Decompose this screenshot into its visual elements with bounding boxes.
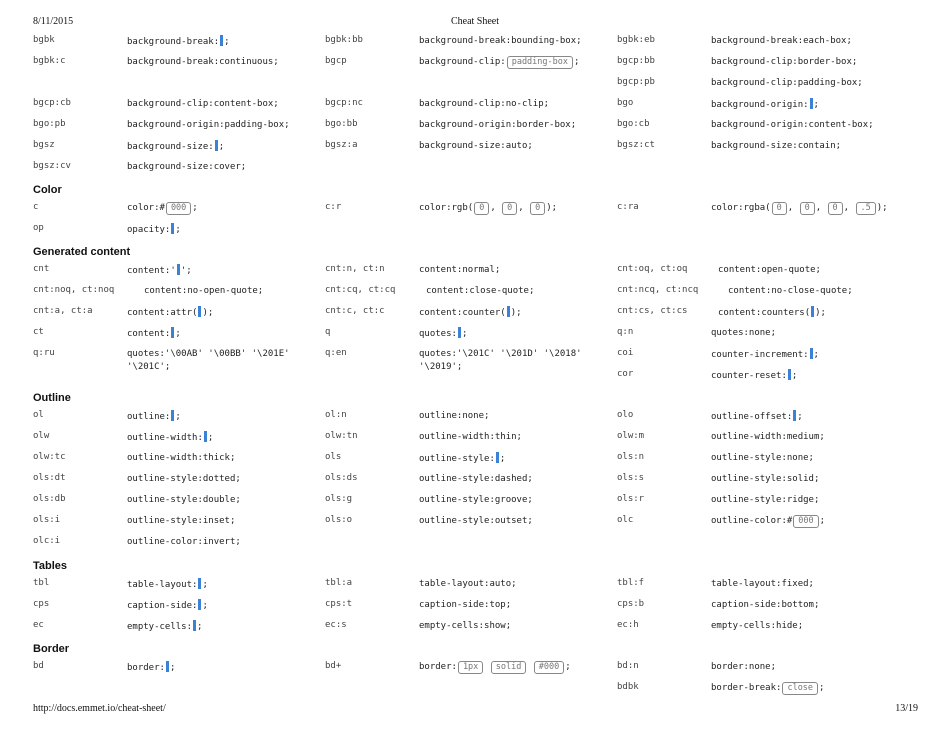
expansion: content:counter( );: [419, 308, 522, 318]
abbreviation: olw:tn: [325, 431, 358, 441]
abbreviation: olc:i: [33, 536, 61, 546]
expansion: outline-style:ridge;: [711, 495, 820, 505]
caret-marker: [215, 140, 218, 151]
abbreviation: tbl:a: [325, 578, 353, 588]
abbreviation: bgo:cb: [617, 119, 650, 129]
abbreviation: coi: [617, 348, 634, 358]
expansion: empty-cells:hide;: [711, 621, 804, 631]
caret-marker: [171, 223, 174, 234]
caret-marker: [788, 369, 791, 380]
abbreviation: ct: [33, 327, 44, 337]
abbreviation: bgo:pb: [33, 119, 66, 129]
expansion: quotes:none;: [711, 328, 777, 338]
abbreviation: bgbk:c: [33, 56, 66, 66]
caret-marker: [171, 410, 174, 421]
table-row: [33, 201, 918, 222]
abbreviation: ol: [33, 410, 44, 420]
expansion: border: ;: [127, 663, 176, 673]
expansion: background-origin:padding-box;: [127, 120, 290, 130]
table-row: [33, 222, 918, 243]
expansion: outline-style: ;: [419, 454, 506, 464]
table-row: [33, 619, 918, 640]
caret-marker: [166, 661, 169, 672]
abbreviation: bgsz:a: [325, 140, 358, 150]
placeholder-box: #000: [534, 661, 564, 674]
expansion: table-layout:fixed;: [711, 579, 814, 589]
expansion: background-clip: padding-box ;: [419, 57, 580, 67]
expansion: background-size:contain;: [711, 141, 842, 151]
abbreviation: ols:ds: [325, 473, 358, 483]
expansion: content:open-quote;: [718, 265, 821, 275]
section-heading-color: Color: [33, 184, 62, 196]
expansion: empty-cells:show;: [419, 621, 512, 631]
table-row: [33, 472, 918, 493]
table-row: [33, 34, 918, 55]
caret-marker: [198, 578, 201, 589]
expansion: outline-color:# 000 ;: [711, 516, 826, 526]
section-heading-border: Border: [33, 643, 70, 655]
expansion: empty-cells: ;: [127, 622, 203, 632]
placeholder-box: 1px: [458, 661, 483, 674]
abbreviation: ols:db: [33, 494, 66, 504]
expansion: content:no-close-quote;: [728, 286, 853, 296]
expansion: outline-offset: ;: [711, 412, 803, 422]
caret-marker: [204, 431, 207, 442]
abbreviation: bgo: [617, 98, 634, 108]
abbreviation: bdbk: [617, 682, 639, 692]
abbreviation: q: [325, 327, 331, 337]
abbreviation: ols:n: [617, 452, 645, 462]
placeholder-box: padding-box: [507, 56, 573, 69]
abbreviation: cnt:n, ct:n: [325, 264, 385, 274]
placeholder-box: 0: [800, 202, 815, 215]
expansion: outline-style:inset;: [127, 516, 236, 526]
table-row: [33, 347, 918, 389]
caret-marker: [810, 98, 813, 109]
placeholder-box: solid: [491, 661, 527, 674]
placeholder-box: close: [782, 682, 818, 695]
section-heading-generated-content: Generated content: [33, 246, 131, 258]
expansion: background-break:bounding-box;: [419, 36, 582, 46]
expansion: border: 1px solid #000 ;: [419, 662, 571, 672]
expansion: background-origin: ;: [711, 100, 819, 110]
expansion: outline: ;: [127, 412, 181, 422]
caret-marker: [458, 327, 461, 338]
placeholder-box: 0: [502, 202, 517, 215]
expansion: outline-style:double;: [127, 495, 241, 505]
abbreviation: c:r: [325, 202, 342, 212]
expansion: background-size:auto;: [419, 141, 533, 151]
expansion: table-layout:auto;: [419, 579, 517, 589]
abbreviation: bd+: [325, 661, 342, 671]
table-row: [33, 514, 918, 535]
expansion: caption-side:top;: [419, 600, 512, 610]
expansion: outline-width:medium;: [711, 432, 825, 442]
caret-marker: [171, 327, 174, 338]
section-heading-tables: Tables: [33, 560, 68, 572]
expansion: content:close-quote;: [426, 286, 535, 296]
expansion: outline-width:thin;: [419, 432, 522, 442]
caret-marker: [793, 410, 796, 421]
abbreviation: ol:n: [325, 410, 347, 420]
table-row: [33, 305, 918, 326]
abbreviation: olw:m: [617, 431, 645, 441]
abbreviation: cnt:cq, ct:cq: [325, 285, 396, 295]
table-row: [33, 598, 918, 619]
table-row: [33, 97, 918, 118]
abbreviation: q:en: [325, 348, 347, 358]
expansion: content:no-open-quote;: [144, 286, 264, 296]
abbreviation: cnt:noq, ct:noq: [33, 285, 115, 295]
expansion: color:rgba( 0 , 0 , 0 , .5 );: [711, 203, 888, 213]
expansion: background-origin:content-box;: [711, 120, 874, 130]
caret-marker: [198, 306, 201, 317]
expansion: counter-reset: ;: [711, 371, 798, 381]
expansion: background-clip:padding-box;: [711, 78, 863, 88]
expansion: border-break: close ;: [711, 683, 825, 693]
caret-marker: [810, 348, 813, 359]
caret-marker: [177, 264, 180, 275]
abbreviation: bd: [33, 661, 44, 671]
expansion: content: ;: [127, 329, 181, 339]
expansion: quotes:'\00AB' '\00BB' '\201E' '\201C';: [127, 349, 290, 372]
expansion: border:none;: [711, 662, 777, 672]
expansion: outline-style:outset;: [419, 516, 533, 526]
expansion: content:normal;: [419, 265, 501, 275]
source-url: http://docs.emmet.io/cheat-sheet/: [33, 703, 166, 714]
table-row: [33, 160, 918, 181]
abbreviation: cor: [617, 369, 634, 379]
expansion: outline-width:thick;: [127, 453, 236, 463]
abbreviation: c:ra: [617, 202, 639, 212]
abbreviation: ec: [33, 620, 44, 630]
abbreviation: bgsz: [33, 140, 55, 150]
abbreviation: ols:r: [617, 494, 645, 504]
abbreviation: bgbk: [33, 35, 55, 45]
abbreviation: ols: [325, 452, 342, 462]
expansion: outline-style:solid;: [711, 474, 820, 484]
table-row: [33, 263, 918, 284]
placeholder-box: .5: [856, 202, 876, 215]
expansion: background-size:cover;: [127, 162, 247, 172]
abbreviation: op: [33, 223, 44, 233]
abbreviation: bgcp:nc: [325, 98, 363, 108]
placeholder-box: 0: [772, 202, 787, 215]
table-row: [33, 55, 918, 97]
expansion: quotes: ;: [419, 329, 468, 339]
print-title: Cheat Sheet: [450, 16, 500, 27]
table-row: [33, 430, 918, 451]
placeholder-box: 000: [793, 515, 818, 528]
expansion: caption-side: ;: [127, 601, 208, 611]
abbreviation: bgcp:cb: [33, 98, 71, 108]
abbreviation: ols:s: [617, 473, 645, 483]
abbreviation: cnt:ncq, ct:ncq: [617, 285, 699, 295]
expansion: outline-style:dashed;: [419, 474, 533, 484]
table-row: [33, 535, 918, 557]
abbreviation: tbl: [33, 578, 50, 588]
abbreviation: bgsz:ct: [617, 140, 655, 150]
page-number: 13/19: [895, 703, 918, 714]
abbreviation: ols:o: [325, 515, 353, 525]
abbreviation: olw:tc: [33, 452, 66, 462]
table-row: [33, 409, 918, 430]
expansion: content:counters( );: [718, 308, 826, 318]
table-row: [33, 493, 918, 514]
abbreviation: ols:dt: [33, 473, 66, 483]
expansion: counter-increment: ;: [711, 350, 819, 360]
abbreviation: olc: [617, 515, 634, 525]
abbreviation: cnt:cs, ct:cs: [617, 306, 688, 316]
caret-marker: [198, 599, 201, 610]
abbreviation: tbl:f: [617, 578, 645, 588]
caret-marker: [507, 306, 510, 317]
expansion: background-break:continuous;: [127, 57, 279, 67]
abbreviation: olw: [33, 431, 50, 441]
expansion: table-layout: ;: [127, 580, 208, 590]
expansion: outline-style:dotted;: [127, 474, 241, 484]
abbreviation: bgsz:cv: [33, 161, 71, 171]
expansion: content:attr( );: [127, 308, 214, 318]
abbreviation: ols:i: [33, 515, 61, 525]
caret-marker: [193, 620, 196, 631]
cheat-sheet-content: [33, 34, 918, 702]
section-heading-outline: Outline: [33, 392, 71, 404]
abbreviation: q:ru: [33, 348, 55, 358]
abbreviation: c: [33, 202, 39, 212]
placeholder-box: 0: [828, 202, 843, 215]
abbreviation: ec:h: [617, 620, 639, 630]
abbreviation: q:n: [617, 327, 634, 337]
table-row: [33, 284, 918, 305]
expansion: outline:none;: [419, 411, 490, 421]
expansion: background-size: ;: [127, 142, 225, 152]
placeholder-box: 0: [530, 202, 545, 215]
expansion: outline-style:groove;: [419, 495, 533, 505]
abbreviation: olo: [617, 410, 634, 420]
table-row: [33, 326, 918, 347]
expansion: caption-side:bottom;: [711, 600, 820, 610]
expansion: color:# 000 ;: [127, 203, 198, 213]
table-row: [33, 660, 918, 702]
caret-marker: [811, 306, 814, 317]
abbreviation: bd:n: [617, 661, 639, 671]
abbreviation: cps:t: [325, 599, 353, 609]
abbreviation: bgbk:eb: [617, 35, 655, 45]
abbreviation: cnt: [33, 264, 50, 274]
expansion: background-clip:no-clip;: [419, 99, 550, 109]
placeholder-box: 0: [474, 202, 489, 215]
abbreviation: bgcp:bb: [617, 56, 655, 66]
caret-marker: [496, 452, 499, 463]
table-row: [33, 139, 918, 160]
expansion: outline-style:none;: [711, 453, 814, 463]
abbreviation: cnt:a, ct:a: [33, 306, 93, 316]
abbreviation: bgcp: [325, 56, 347, 66]
expansion: color:rgb( 0 , 0 , 0 );: [419, 203, 558, 213]
caret-marker: [220, 35, 223, 46]
abbreviation: bgcp:pb: [617, 77, 655, 87]
expansion: quotes:'\201C' '\201D' '\2018' '\2019';: [419, 349, 582, 372]
abbreviation: bgbk:bb: [325, 35, 363, 45]
print-date: 8/11/2015: [33, 16, 74, 27]
placeholder-box: 000: [166, 202, 191, 215]
expansion: background-clip:border-box;: [711, 57, 858, 67]
abbreviation: cnt:oq, ct:oq: [617, 264, 688, 274]
expansion: opacity: ;: [127, 225, 181, 235]
abbreviation: ec:s: [325, 620, 347, 630]
expansion: background-break:each-box;: [711, 36, 852, 46]
abbreviation: cps: [33, 599, 50, 609]
expansion: background-origin:border-box;: [419, 120, 577, 130]
expansion: outline-color:invert;: [127, 537, 241, 547]
table-row: [33, 451, 918, 472]
abbreviation: bgo:bb: [325, 119, 358, 129]
expansion: background-clip:content-box;: [127, 99, 279, 109]
expansion: background-break: ;: [127, 37, 230, 47]
abbreviation: cnt:c, ct:c: [325, 306, 385, 316]
abbreviation: ols:g: [325, 494, 353, 504]
table-row: [33, 118, 918, 139]
table-row: [33, 577, 918, 598]
abbreviation: cps:b: [617, 599, 645, 609]
expansion: content:' ';: [127, 266, 192, 276]
expansion: outline-width: ;: [127, 433, 214, 443]
